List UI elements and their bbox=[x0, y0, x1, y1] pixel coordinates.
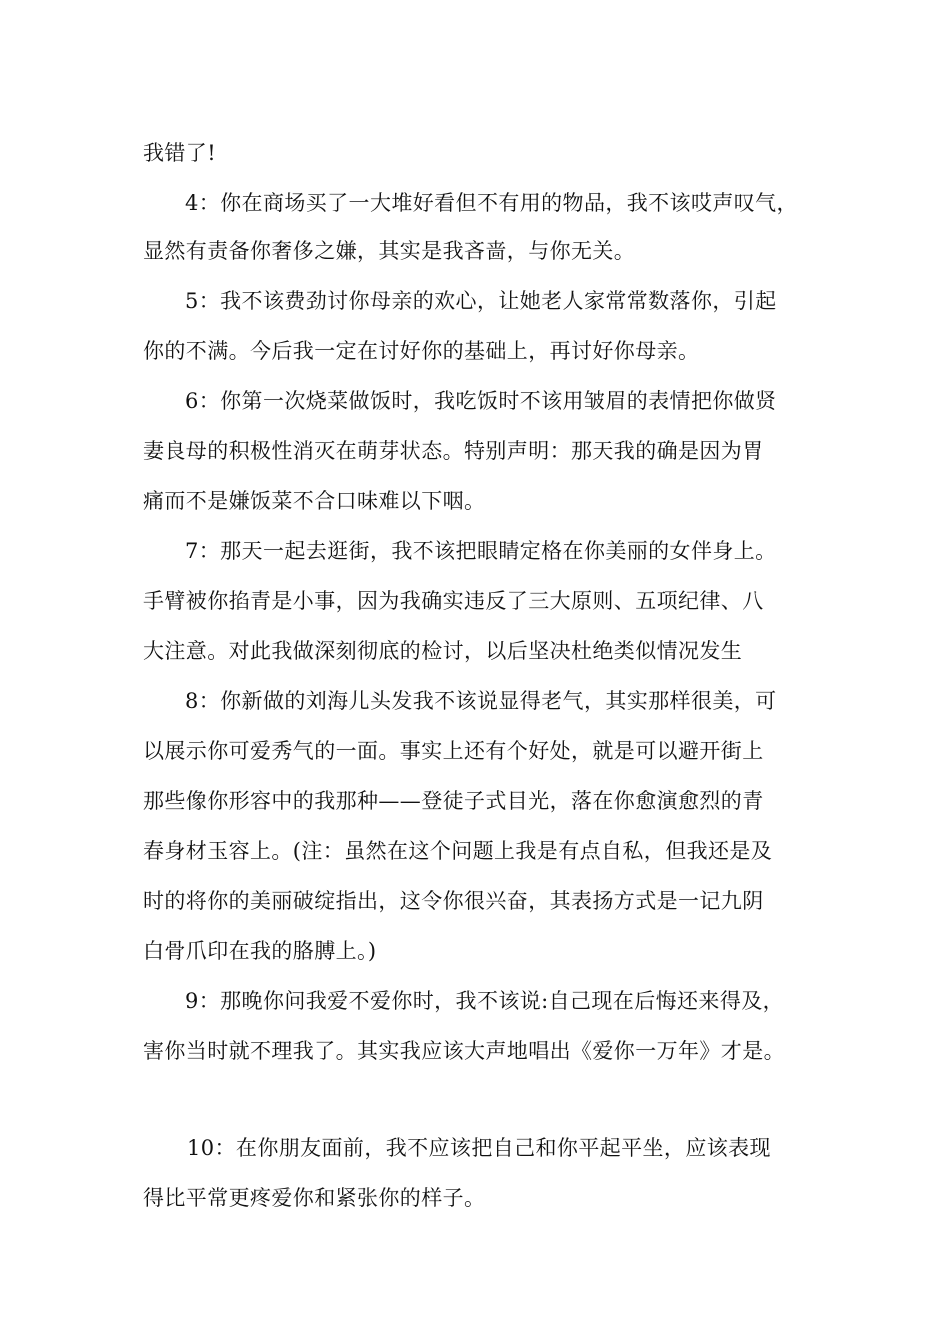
text-line: 我错了! bbox=[143, 141, 217, 165]
paragraph-5-line-1: 5：我不该费劲讨你母亲的欢心，让她老人家常常数落你，引起 bbox=[185, 289, 777, 313]
text-line: 痛而不是嫌饭菜不合口味难以下咽。 bbox=[143, 489, 486, 513]
text-line: 春身材玉容上。(注：虽然在这个问题上我是有点自私，但我还是及 bbox=[143, 839, 773, 863]
paragraph-9-line-1: 9：那晚你问我爱不爱你时，我不该说:自己现在后悔还来得及， bbox=[185, 989, 785, 1013]
paragraph-4-line-1: 4：你在商场买了一大堆好看但不有用的物品，我不该哎声叹气， bbox=[185, 191, 798, 215]
text-line: 害你当时就不理我了。其实我应该大声地唱出《爱你一万年》才是。 bbox=[143, 1039, 785, 1063]
text-line: 妻良母的积极性消灭在萌芽状态。特别声明：那天我的确是因为胃 bbox=[143, 439, 764, 463]
paragraph-8-line-1: 8：你新做的刘海儿头发我不该说显得老气，其实那样很美，可 bbox=[185, 689, 777, 713]
text-line: 时的将你的美丽破绽指出，这令你很兴奋，其表扬方式是一记九阴 bbox=[143, 889, 764, 913]
paragraph-10-line-1: 10：在你朋友面前，我不应该把自己和你平起平坐，应该表现 bbox=[187, 1136, 771, 1160]
paragraph-7-line-1: 7：那天一起去逛街，我不该把眼睛定格在你美丽的女伴身上。 bbox=[185, 539, 777, 563]
text-line: 那些像你形容中的我那种——登徒子式目光，落在你愈演愈烈的青 bbox=[143, 789, 764, 813]
text-line: 手臂被你掐青是小事，因为我确实违反了三大原则、五项纪律、八 bbox=[143, 589, 764, 613]
text-line: 得比平常更疼爱你和紧张你的样子。 bbox=[143, 1186, 486, 1210]
text-line: 以展示你可爱秀气的一面。事实上还有个好处，就是可以避开街上 bbox=[143, 739, 764, 763]
paragraph-6-line-1: 6：你第一次烧菜做饭时，我吃饭时不该用皱眉的表情把你做贤 bbox=[185, 389, 777, 413]
text-line: 白骨爪印在我的胳膊上。) bbox=[143, 939, 377, 963]
text-line: 显然有责备你奢侈之嫌，其实是我吝啬，与你无关。 bbox=[143, 239, 636, 263]
text-line: 大注意。对此我做深刻彻底的检讨，以后坚决杜绝类似情况发生 bbox=[143, 639, 743, 663]
text-line: 你的不满。今后我一定在讨好你的基础上，再讨好你母亲。 bbox=[143, 339, 700, 363]
